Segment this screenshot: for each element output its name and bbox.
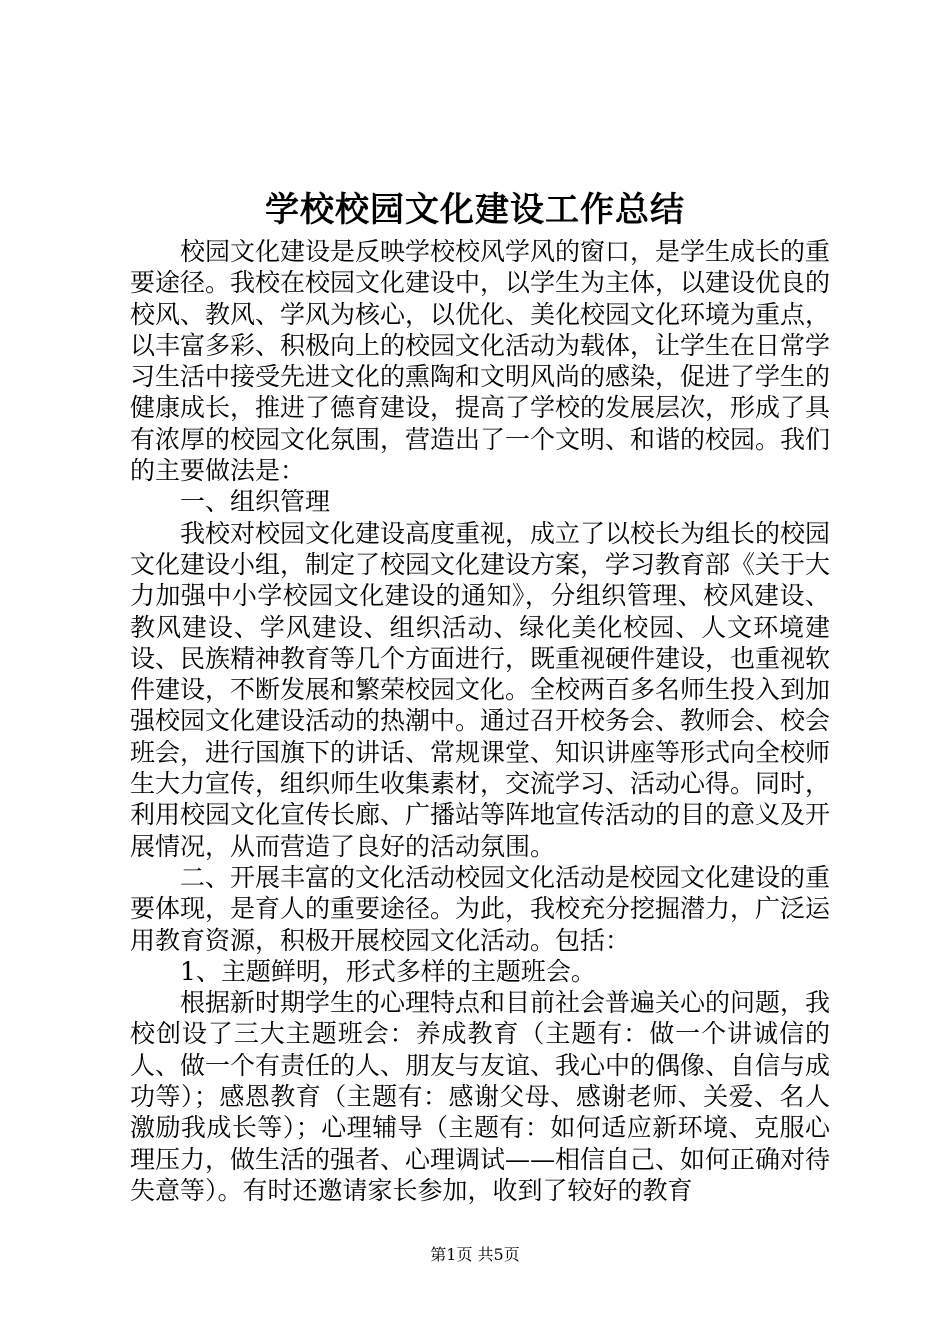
paragraph-class-meetings: 根据新时期学生的心理特点和目前社会普遍关心的问题，我校创设了三大主题班会：养成教育（主题有：做一个讲诚信的人、做一个有责任的人、朋友与友谊、我心中的偶像、自信与成功等）；感恩教育（主题有：感谢父母、感谢老师、关爱、名人激励我成长等）；心理辅导（主题有：如何适应新环境、克服心理压力，做生活的强者、心理调试——相信自己、如何正确对待失意等）。有时还邀请家长参加，收到了较好的教育 xyxy=(130,988,831,1205)
paragraph-intro: 校园文化建设是反映学校校风学风的窗口，是学生成长的重要途径。我校在校园文化建设中，以学生为主体，以建设优良的校风、教风、学风为核心，以优化、美化校园文化环境为重点，以丰富多彩、积极向上的校园文化活动为载体，让学生在日常学习生活中接受先进文化的熏陶和文明风尚的感染，促进了学生的健康成长，推进了德育建设，提高了学校的发展层次，形成了具有浓厚的校园文化氛围，营造出了一个文明、和谐的校园。我们的主要做法是： xyxy=(130,237,831,486)
document-title: 学校校园文化建设工作总结 xyxy=(265,190,685,230)
paragraph-organization: 我校对校园文化建设高度重视，成立了以校长为组长的校园文化建设小组，制定了校园文化建设方案，学习教育部《关于大力加强中小学校园文化建设的通知》，分组织管理、校风建设、教风建设、学风建设、组织活动、绿化美化校园、人文环境建设、民族精神教育等几个方面进行，既重视硬件建设，也重视软件建设，不断发展和繁荣校园文化。全校两百多名师生投入到加强校园文化建设活动的热潮中。通过召开校务会、教师会、校会班会，进行国旗下的讲话、常规课堂、知识讲座等形式向全校师生大力宣传，组织师生收集素材，交流学习、活动心得。同时，利用校园文化宣传长廊、广播站等阵地宣传活动的目的意义及开展情况，从而营造了良好的活动氛围。 xyxy=(130,518,831,861)
subsection-heading-class-meetings: 1、主题鲜明，形式多样的主题班会。 xyxy=(180,956,596,986)
section-heading-organization: 一、组织管理 xyxy=(180,487,331,517)
document-body xyxy=(130,236,830,1206)
section-heading-activities: 二、开展丰富的文化活动校园文化活动是校园文化建设的重要体现，是育人的重要途径。为此，我校充分挖掘潜力，广泛运用教育资源，积极开展校园文化活动。包括： xyxy=(130,862,831,955)
page-number-footer: 第1页 共5页 xyxy=(430,1245,520,1264)
